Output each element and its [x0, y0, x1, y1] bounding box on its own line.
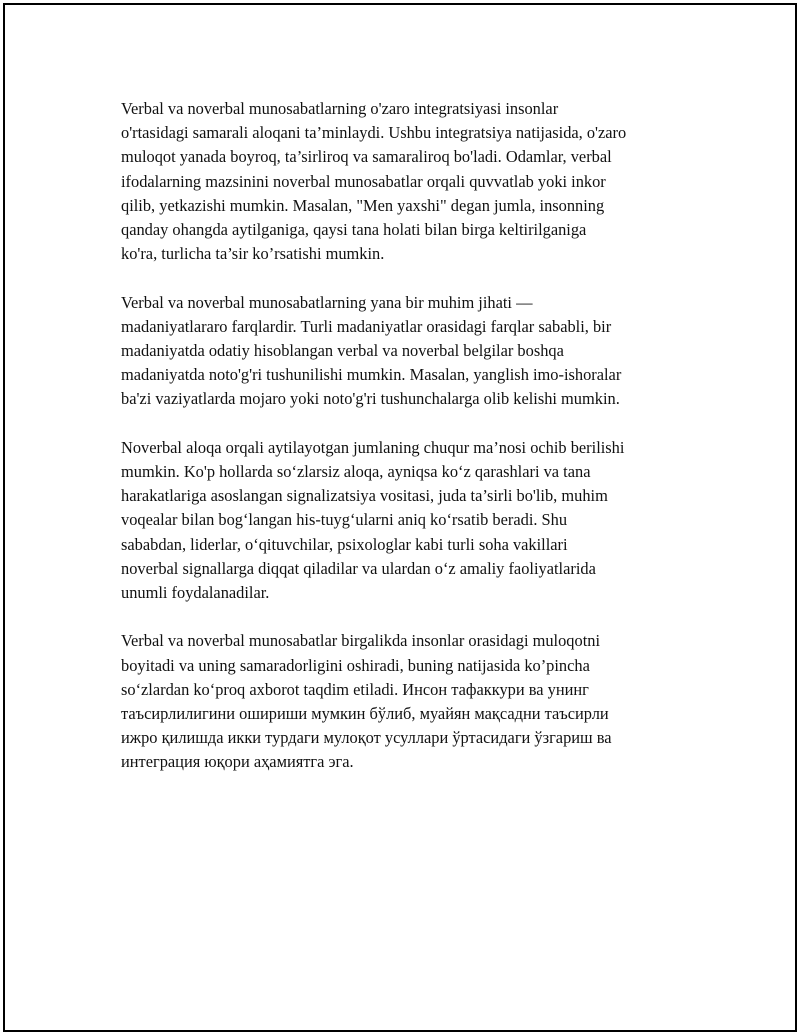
- paragraph-4: [121, 629, 693, 774]
- text-line: mumkin. Ko'p hollarda so‘zlarsiz aloqa, ayniqsa ko‘z qarashlari va tana: [121, 462, 591, 482]
- text-line: ko'ra, turlicha ta’sir ko’rsatishi mumkin.: [121, 244, 385, 264]
- text-line: Verbal va noverbal munosabatlarning yana bir muhim jihati —: [121, 292, 533, 312]
- text-line: ижро қилишда икки турдаги мулоқот усуллари ўртасидаги ўзгариш ва: [121, 728, 612, 748]
- text-line: qilib, yetkazishi mumkin. Masalan, "Men yaxshi" degan jumla, insonning: [121, 195, 605, 215]
- text-line: madaniyatda odatiy hisoblangan verbal va noverbal belgilar boshqa: [121, 341, 564, 361]
- text-line: Verbal va noverbal munosabatlarning o'zaro integratsiyasi insonlar: [121, 99, 559, 118]
- text-line: harakatlariga asoslangan signalizatsiya vositasi, juda ta’sirli bo'lib, muhim: [121, 486, 608, 506]
- text-line: voqealar bilan bog‘langan his-tuyg‘ularni aniq ko‘rsatib beradi. Shu: [121, 510, 568, 530]
- paragraph-2: [121, 291, 693, 412]
- paragraph-1: [121, 97, 693, 266]
- text-line: интеграция юқори аҳамиятга эга.: [121, 752, 354, 772]
- paragraph-3: [121, 436, 693, 605]
- text-line: o'rtasidagi samarali aloqani ta’minlaydi. Ushbu integratsiya natijasida, o'zaro: [121, 123, 627, 143]
- text-line: ifodalarning mazsinini noverbal munosabatlar orqali quvvatlab yoki inkor: [121, 171, 606, 191]
- text-line: so‘zlardan ko‘proq axborot taqdim etiladi. Инсон тафаккури ва унинг: [121, 679, 589, 699]
- text-line: boyitadi va uning samaradorligini oshiradi, buning natijasida ko’pincha: [121, 655, 590, 675]
- text-line: Verbal va noverbal munosabatlar birgalikda insonlar orasidagi muloqotni: [121, 631, 601, 651]
- text-line: ba'zi vaziyatlarda mojaro yoki noto'g'ri tushunchalarga olib kelishi mumkin.: [121, 389, 620, 409]
- text-line: madaniyatda noto'g'ri tushunilishi mumkin. Masalan, yanglish imo-ishoralar: [121, 365, 622, 385]
- text-line: muloqot yanada boyroq, ta’sirliroq va samaraliroq bo'ladi. Odamlar, verbal: [121, 147, 612, 167]
- text-line: unumli foydalanadilar.: [121, 583, 270, 603]
- text-line: sababdan, liderlar, o‘qituvchilar, psixologlar kabi turli soha vakillari: [121, 534, 568, 554]
- text-line: qanday ohangda aytilganiga, qaysi tana holati bilan birga keltirilganiga: [121, 220, 587, 240]
- page-frame: [3, 3, 797, 1032]
- text-line: Noverbal aloqa orqali aytilayotgan jumlaning chuqur ma’nosi ochib berilishi: [121, 437, 625, 457]
- document-body: [121, 97, 693, 799]
- text-line: madaniyatlararo farqlardir. Turli madaniyatlar orasidagi farqlar sababli, bir: [121, 316, 612, 336]
- text-line: noverbal signallarga diqqat qiladilar va ulardan o‘z amaliy faoliyatlarida: [121, 558, 596, 578]
- text-line: таъсирлилигини ошириши мумкин бўлиб, муайян мақсадни таъсирли: [121, 704, 609, 724]
